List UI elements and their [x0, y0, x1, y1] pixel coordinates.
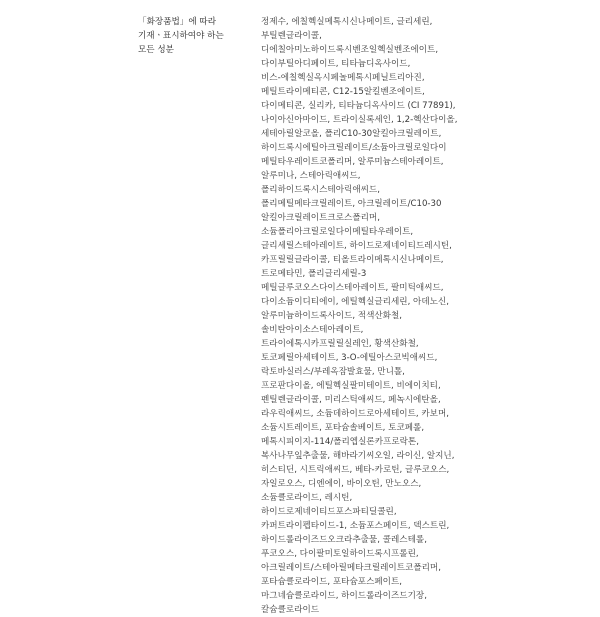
ingredient-line: 소듐클로라이드, 레시틴, [261, 493, 353, 503]
ingredient-line: 디에칠아미노하이드록시벤조일헥실벤조에이트, [261, 45, 439, 55]
ingredient-line: 메틸글루코오스다이스테아레이트, 팔미틱애씨드, [261, 283, 444, 293]
ingredient-line: 아크릴레이트/스테아릴메타크릴레이트코폴리머, [261, 563, 441, 573]
ingredient-line: 트로메타민, 폴리글리세릴-3 [261, 269, 367, 279]
ingredient-line: 라우릭애씨드, 소듐데하이드로아세테이트, 카보머, [261, 409, 449, 419]
ingredient-line: 메톡시피이지-114/폴리엡실론카프로락톤, [261, 437, 419, 447]
label-line: 「화장품법」에 따라 [138, 17, 217, 27]
ingredient-line: 폴리메틸메타크릴레이트, 아크릴레이트/C10-30 [261, 199, 442, 209]
ingredient-line: 폴리하이드록시스테아릭애씨드, [261, 185, 380, 195]
ingredient-line: 포타슘클로라이드, 포타슘포스페이트, [261, 577, 403, 587]
ingredient-line: 칼슘클로라이드 [261, 605, 320, 615]
ingredients-label [138, 15, 256, 58]
ingredient-line: 다이소듐이디티에이, 에틸헥실글리세린, 아데노신, [261, 297, 449, 307]
ingredient-line: 소듐시트레이트, 포타슘솔베이트, 토코페롤, [261, 423, 425, 433]
ingredient-line: 알킬아크릴레이트크로스폴리머, [261, 213, 380, 223]
ingredient-line: 토코페릴아세테이트, 3-O-에틸아스코빅애씨드, [261, 353, 438, 363]
ingredient-line: 하이드로제네이티드포스파티딜콜린, [261, 507, 397, 517]
ingredient-line: 세테아릴알코올, 폴리C10-30알킬아크릴레이트, [261, 129, 442, 139]
ingredient-line: 정제수, 에칠헥실메톡시신나메이트, 글리세린, [261, 17, 433, 27]
ingredient-line: 글리세릴스테아레이트, 하이드로제네이티드레시틴, [261, 241, 452, 251]
ingredient-line: 프로판다이올, 에틸헥실팔미테이트, 비에이치티, [261, 381, 441, 391]
ingredient-line: 펜틸렌글라이콜, 미리스틱애씨드, 페녹시에탄올, [261, 395, 441, 405]
ingredients-list [261, 15, 591, 617]
label-line: 기재ㆍ표시하여야 하는 [138, 31, 224, 42]
ingredient-line: 자일로오스, 디엔에이, 바이오틴, 만노오스, [261, 479, 422, 489]
ingredient-line: 알루미나, 스테아릭애씨드, [261, 171, 361, 181]
ingredient-line: 카퍼트라이펩타이드-1, 소듐포스페이트, 덱스트린, [261, 521, 450, 531]
ingredient-line: 비스-에칠헥실옥시페놀메톡시페닐트리아진, [261, 73, 425, 83]
label-line: 모든 성분 [138, 45, 174, 56]
ingredient-line: 나이아신아마이드, 트라이실록세인, 1,2-헥산다이올, [261, 115, 458, 125]
ingredient-line: 소듐폴리아크릴로일다이메틸타우레이트, [261, 227, 414, 237]
ingredient-line: 푸코오스, 다이팔미토일하이드록시프롤린, [261, 549, 419, 559]
ingredient-line: 메틸타우레이트코폴리머, 알루미늄스테아레이트, [261, 157, 444, 167]
ingredient-line: 부틸렌글라이콜, [261, 31, 322, 41]
ingredient-line: 하이드롤라이즈드오크라추출물, 콜레스테롤, [261, 535, 427, 545]
ingredient-line: 하이드록시에틸아크릴레이트/소듐아크릴로일다이 [261, 143, 447, 153]
ingredient-line: 솔비탄아이소스테아레이트, [261, 325, 364, 335]
ingredient-line: 카프릴릴글라이콜, 티올트라이메톡시신나메이트, [261, 255, 444, 265]
ingredient-line: 알루미늄하이드록사이드, 적색산화철, [261, 311, 403, 321]
ingredient-line: 락토바실러스/부레옥잠발효물, 만니톨, [261, 367, 405, 377]
ingredient-line: 마그네슘클로라이드, 하이드롤라이즈드기장, [261, 591, 427, 601]
ingredient-line: 메틸트라이메티콘, C12-15알킬벤조에이트, [261, 87, 425, 97]
ingredient-line: 다이부틸아디페이트, 티타늄디옥사이드, [261, 59, 411, 69]
ingredient-line: 복사나무잎추출물, 해바라기씨오일, 라이신, 알지닌, [261, 451, 455, 461]
ingredient-line: 트라이에톡시카프릴릴실레인, 황색산화철, [261, 339, 419, 349]
ingredient-line: 히스티딘, 시트릭애씨드, 베타-카로틴, 글루코오스, [261, 465, 450, 475]
ingredient-line: 다이메티콘, 실리카, 티타늄디옥사이드 (CI 77891), [261, 101, 456, 111]
